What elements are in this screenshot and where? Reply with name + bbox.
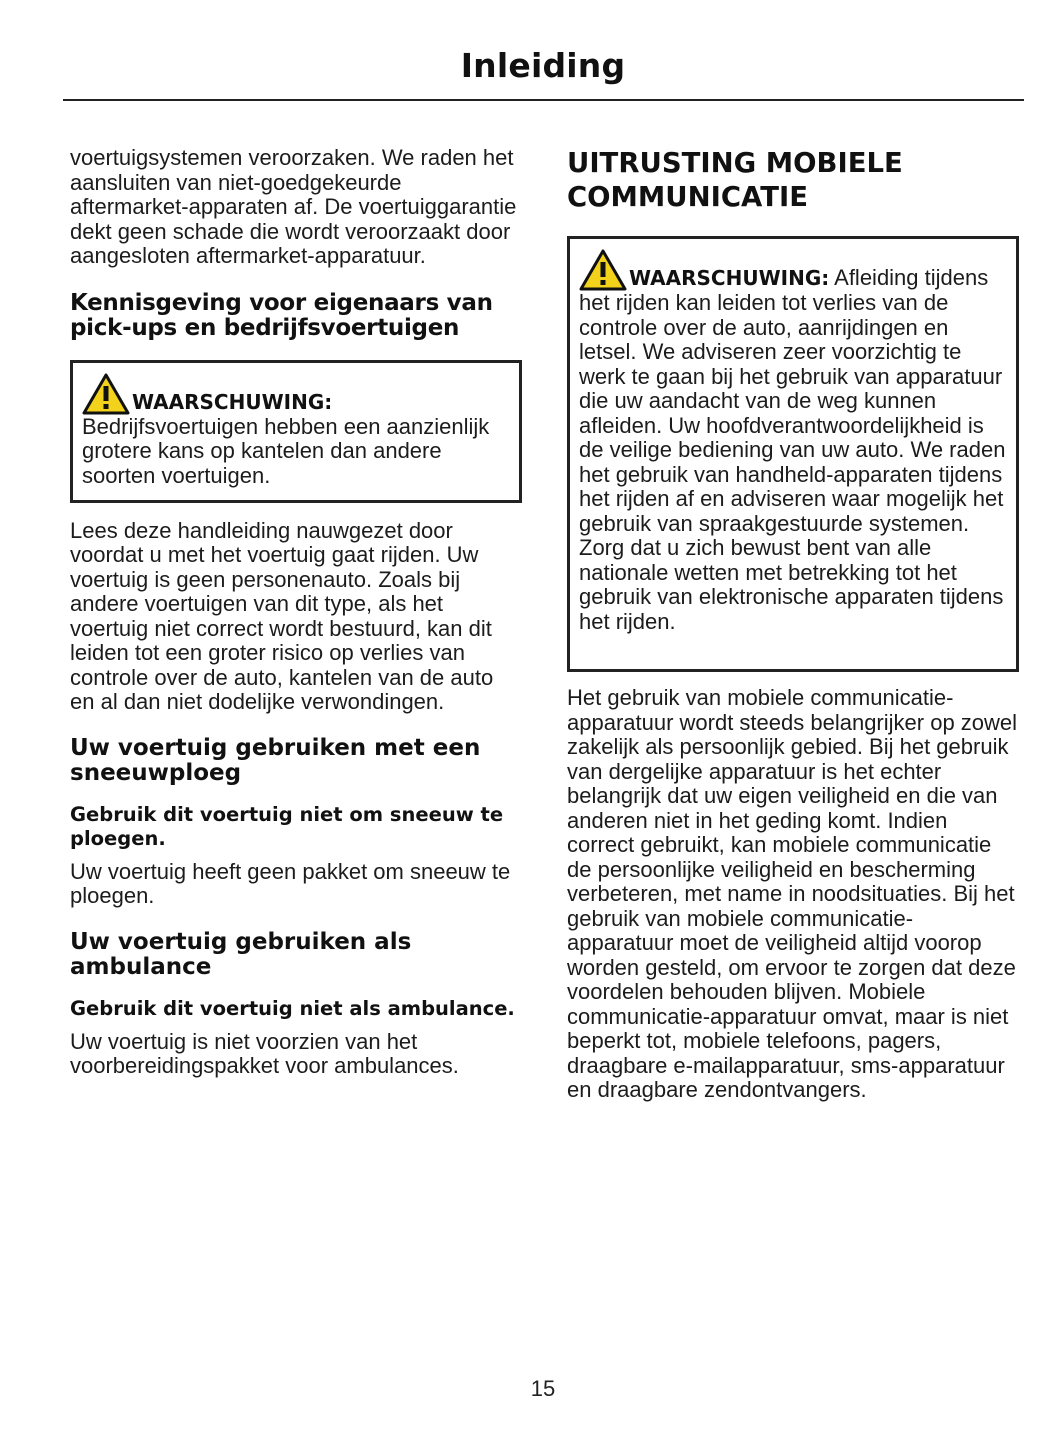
comm-warning-content — [579, 249, 1007, 634]
pickup-warning-box — [70, 360, 522, 503]
comm-warning-box — [567, 236, 1019, 672]
left-column — [70, 146, 522, 1079]
snowplow-paragraph: Uw voertuig heeft geen pakket om sneeuw te ploegen. — [70, 858, 511, 908]
warning-triangle-icon — [579, 249, 627, 291]
comm-paragraph: Het gebruik van mobiele communicatie-apparatuur wordt steeds belangrijker op zowel zakelijk als persoonlijk gebied. Bij het gebruik van dergelijke apparatuur is het echter belangrijk dat uw eigen veiligheid en die van anderen niet in het geding komt. Indien correct gebruikt, kan mobiele communicatie de persoonlijke veiligheid en bescherming verbeteren, met name in noodsituaties. Bij het gebruik van mobiele communicatie-apparatuur moet de veiligheid altijd voorop worden gesteld, om ervoor te zorgen dat deze voordelen behouden blijven. Mobiele communicatie-apparatuur omvat, maar is niet beperkt tot, mobiele telefoons, pagers, draagbare e-mailapparatuur, sms-apparatuur en draagbare zendontvangers. — [567, 685, 1018, 1102]
snowplow-heading: Uw voertuig gebruiken met een sneeuwploeg — [70, 734, 481, 786]
title-divider — [63, 99, 1024, 101]
ambulance-paragraph: Uw voertuig is niet voorzien van het voorbereidingspakket voor ambulances. — [70, 1028, 459, 1078]
intro-paragraph: voertuigsystemen veroorzaken. We raden het aansluiten van niet-goedgekeurde aftermarket-apparaten af. De voertuiggarantie dekt geen schade die wordt veroorzaakt door aangesloten aftermarket-apparatuur. — [70, 145, 517, 268]
ambulance-heading: Uw voertuig gebruiken als ambulance — [70, 928, 412, 980]
pickup-warning-header — [82, 373, 510, 415]
comm-warning-text: Afleiding tijdens het rijden kan leiden tot verlies van de controle over de auto, aanrijdingen en letsel. We adviseren zeer voorzichtig te werk te gaan bij het gebruik van apparatuur die uw aandacht van de weg kunnen afleiden. Uw hoofdverantwoordelijkheid is de veilige bediening van uw auto. We raden het gebruik van handheld-apparaten tijdens het rijden af en adviseren waar mogelijk het gebruik van spraakgestuurde systemen. Zorg dat u zich bewust bent van alle nationale wetten met betrekking tot het gebruik van elektronische apparaten tijdens het rijden. — [579, 265, 1006, 634]
page-number: 15 — [530, 1376, 556, 1401]
pickup-heading: Kennisgeving voor eigenaars van pick-ups en bedrijfsvoertuigen — [70, 289, 493, 341]
page-title: Inleiding — [460, 46, 626, 85]
ambulance-subheading: Gebruik dit voertuig niet als ambulance. — [70, 996, 515, 1020]
pickup-warning-text: Bedrijfsvoertuigen hebben een aanzienlijk grotere kans op kantelen dan andere soorten voertuigen. — [82, 413, 490, 488]
right-column — [567, 146, 1019, 1103]
pickup-paragraph: Lees deze handleiding nauwgezet door voordat u met het voertuig gaat rijden. Uw voertuig is geen personenauto. Zoals bij andere voertuigen van dit type, als het voertuig niet correct wordt bestuurd, kan dit leiden tot een groter risico op verlies van controle over de auto, kantelen van de auto en al dan niet dodelijke verwondingen. — [70, 517, 494, 714]
warning-triangle-icon — [82, 373, 130, 415]
section-heading: UITRUSTING MOBIELE COMMUNICATIE — [567, 147, 903, 213]
comm-warning-label: WAARSCHUWING: — [629, 266, 830, 290]
snowplow-subheading: Gebruik dit voertuig niet om sneeuw te ploegen. — [70, 802, 504, 850]
pickup-warning-label: WAARSCHUWING: — [132, 389, 333, 414]
